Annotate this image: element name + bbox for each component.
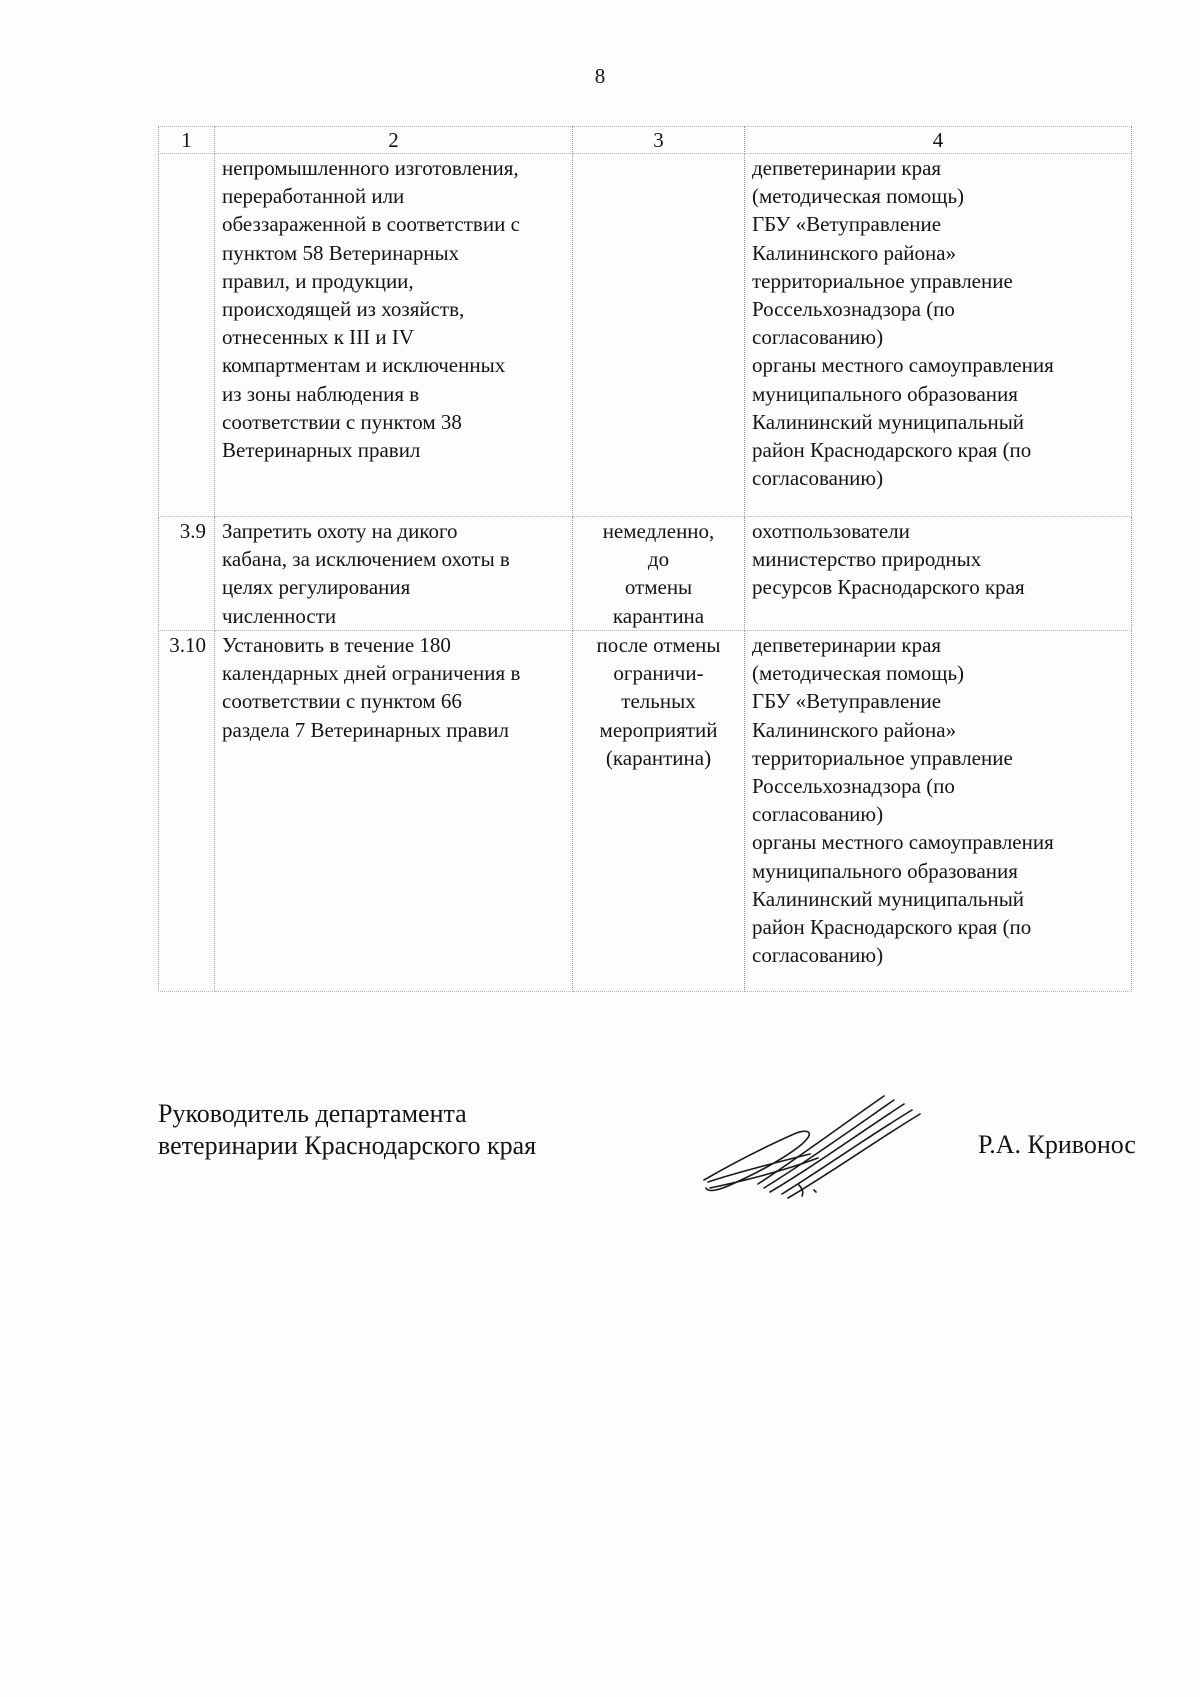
header-cell-2: 2 bbox=[215, 127, 573, 154]
page-number: 8 bbox=[594, 64, 606, 88]
row-number: 3.10 bbox=[159, 631, 215, 992]
signatory-position-line-1: Руководитель департамента bbox=[158, 1099, 467, 1128]
term-cell: после отмены ограничи- тельных мероприятий (карантина) bbox=[573, 631, 745, 992]
responsible-cell: охотпользователи министерство природных ресурсов Краснодарского края bbox=[745, 517, 1132, 631]
signatory-position-line-2: ветеринарии Краснодарского края bbox=[158, 1131, 537, 1160]
responsible-cell: депветеринарии края (методическая помощь) ГБУ «Ветуправление Калининского района» территориальное управление Россельхознадзора (по согласованию) органы местного самоуправления муниципального образования Калининский муниципальный район Краснодарского края (по согласованию) bbox=[745, 154, 1132, 517]
table-row bbox=[159, 154, 1132, 517]
measure-cell: Запретить охоту на дикого кабана, за исключением охоты в целях регулирования численности bbox=[215, 517, 573, 631]
signatory-position bbox=[158, 1098, 536, 1162]
table-row bbox=[159, 631, 1132, 992]
header-cell-3: 3 bbox=[573, 127, 745, 154]
term-cell: немедленно, до отмены карантина bbox=[573, 517, 745, 631]
responsible-cell: депветеринарии края (методическая помощь) ГБУ «Ветуправление Калининского района» территориальное управление Россельхознадзора (по согласованию) органы местного самоуправления муниципального образования Калининский муниципальный район Краснодарского края (по согласованию) bbox=[745, 631, 1132, 992]
table-row bbox=[159, 517, 1132, 631]
measures-table bbox=[158, 126, 1132, 992]
measure-cell: непромышленного изготовления, переработанной или обеззараженной в соответствии с пунктом 58 Ветеринарных правил, и продукции, происходящей из хозяйств, отнесенных к III и IV компартментам и исключенных из зоны наблюдения в соответствии с пунктом 38 Ветеринарных правил bbox=[215, 154, 573, 517]
term-cell bbox=[573, 154, 745, 517]
header-cell-4: 4 bbox=[745, 127, 1132, 154]
signatory-name: Р.А. Кривонос bbox=[978, 1130, 1136, 1159]
measure-cell: Установить в течение 180 календарных дней ограничения в соответствии с пунктом 66 раздела 7 Ветеринарных правил bbox=[215, 631, 573, 992]
header-cell-1: 1 bbox=[159, 127, 215, 154]
handwritten-signature bbox=[698, 1088, 938, 1208]
row-number bbox=[159, 154, 215, 517]
table-header-row bbox=[159, 127, 1132, 154]
row-number: 3.9 bbox=[159, 517, 215, 631]
